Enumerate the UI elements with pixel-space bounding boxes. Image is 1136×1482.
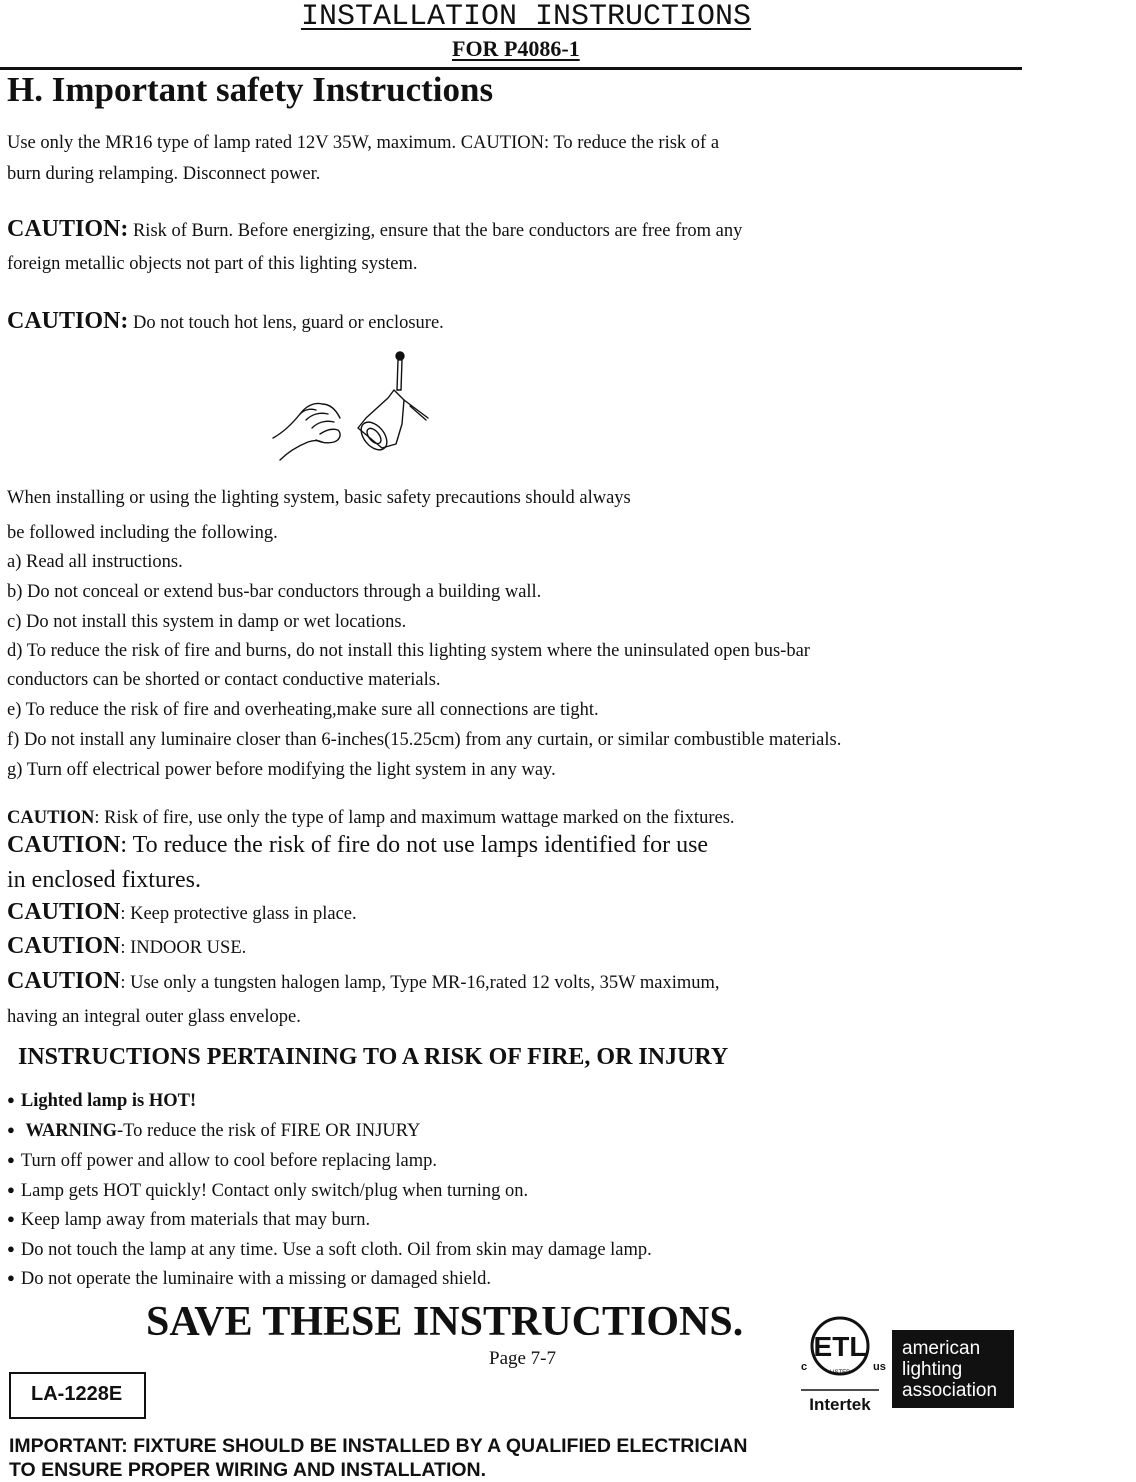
precaution-item: a) Read all instructions.: [7, 552, 183, 572]
precaution-item: d) To reduce the risk of fire and burns, do not install this lighting system where the uninsulated open bus-bar: [7, 641, 810, 661]
intertek-label: Intertek: [809, 1395, 871, 1414]
ala-line-2: lighting: [902, 1359, 963, 1380]
bullet-warning: [7, 1116, 420, 1147]
etl-c-label: c: [801, 1361, 808, 1373]
caution-label: CAUTION:: [7, 216, 129, 242]
document-subtitle: FOR P4086-1: [452, 36, 580, 61]
bullet-item: ● Turn off power and allow to cool before replacing lamp.: [7, 1146, 437, 1177]
warning-label: WARNING: [25, 1121, 117, 1141]
intro-line-2: burn during relamping. Disconnect power.: [7, 164, 321, 184]
caution-glass-text: : Keep protective glass in place.: [120, 904, 357, 924]
section-heading: H. Important safety Instructions: [7, 70, 494, 109]
caution-label: CAUTION: [7, 832, 121, 858]
caution-halogen-line-2: having an integral outer glass envelope.: [7, 1007, 301, 1027]
precaution-item: c) Do not install this system in damp or wet locations.: [7, 612, 407, 632]
caution-burn: [7, 214, 742, 246]
caution-glass: [7, 897, 357, 929]
important-line-2: TO ENSURE PROPER WIRING AND INSTALLATION.: [9, 1459, 487, 1481]
important-notice: [9, 1434, 747, 1482]
caution-enclosed-text: : To reduce the risk of fire do not use lamps identified for use: [120, 832, 709, 858]
bullet-item: ● Do not touch the lamp at any time. Use a soft cloth. Oil from skin may damage lamp.: [7, 1235, 652, 1266]
bullet-lamp-hot: ● Lighted lamp is HOT!: [7, 1086, 196, 1117]
american-lighting-association-logo: [892, 1330, 1014, 1408]
caution-label: CAUTION: [7, 808, 95, 828]
warning-text: -To reduce the risk of FIRE OR INJURY: [116, 1121, 421, 1141]
etl-mark-icon: ETL: [813, 1331, 867, 1362]
document-title: INSTALLATION INSTRUCTIONS: [300, 0, 752, 34]
model-number-box: LA-1228E: [9, 1372, 146, 1419]
precaution-item: e) To reduce the risk of fire and overheating,make sure all connections are tight.: [7, 700, 599, 720]
ala-line-1: american: [902, 1338, 981, 1359]
bullet-item: ● Do not operate the luminaire with a missing or damaged shield.: [7, 1264, 491, 1295]
caution-label: CAUTION:: [7, 308, 129, 334]
precaution-item: g) Turn off electrical power before modifying the light system in any way.: [7, 760, 556, 780]
bullet-item: ● Lamp gets HOT quickly! Contact only switch/plug when turning on.: [7, 1176, 528, 1207]
lamp-knob-icon: [396, 352, 404, 360]
etl-us-label: us: [873, 1361, 886, 1373]
precaution-item: b) Do not conceal or extend bus-bar conductors through a building wall.: [7, 582, 542, 602]
precaution-item: f) Do not install any luminaire closer than 6-inches(15.25cm) from any curtain, or similar combustible materials.: [7, 730, 842, 750]
save-instructions-banner: SAVE THESE INSTRUCTIONS.: [146, 1299, 744, 1345]
caution-hot-lens-text: Do not touch hot lens, guard or enclosure.: [128, 313, 444, 333]
caution-label: CAUTION: [7, 933, 121, 959]
caution-label: CAUTION: [7, 968, 121, 994]
hot-lamp-illustration: [270, 348, 440, 464]
caution-indoor-text: : INDOOR USE.: [120, 938, 247, 958]
fire-injury-heading: INSTRUCTIONS PERTAINING TO A RISK OF FIRE, OR INJURY: [18, 1044, 729, 1070]
caution-enclosed-line-2: in enclosed fixtures.: [7, 867, 201, 893]
caution-wattage: [7, 803, 735, 833]
precautions-intro-1: When installing or using the lighting system, basic safety precautions should always: [7, 488, 631, 508]
bullet-item: ● Keep lamp away from materials that may burn.: [7, 1205, 370, 1236]
important-line-1: IMPORTANT: FIXTURE SHOULD BE INSTALLED BY A QUALIFIED ELECTRICIAN: [9, 1435, 748, 1457]
caution-label: CAUTION: [7, 899, 121, 925]
caution-enclosed: [7, 830, 708, 860]
caution-burn-line-2: foreign metallic objects not part of this lighting system.: [7, 254, 418, 274]
caution-wattage-text: : Risk of fire, use only the type of lamp and maximum wattage marked on the fixtures.: [94, 808, 735, 828]
precautions-intro-2: be followed including the following.: [7, 523, 278, 543]
caution-halogen: [7, 966, 720, 998]
caution-hot-lens: [7, 306, 444, 338]
etl-listed-logo: [793, 1310, 887, 1418]
caution-halogen-text: : Use only a tungsten halogen lamp, Type MR-16,rated 12 volts, 35W maximum,: [120, 973, 720, 993]
caution-burn-text: Risk of Burn. Before energizing, ensure that the bare conductors are free from any: [128, 221, 743, 241]
ala-line-3: association: [902, 1380, 998, 1401]
page-number: Page 7-7: [489, 1348, 557, 1369]
caution-indoor: [7, 931, 246, 963]
intro-line-1: Use only the MR16 type of lamp rated 12V 35W, maximum. CAUTION: To reduce the risk of a: [7, 133, 720, 153]
precaution-item: conductors can be shorted or contact conductive materials.: [7, 670, 441, 690]
etl-listed-label: LISTED: [829, 1370, 851, 1376]
